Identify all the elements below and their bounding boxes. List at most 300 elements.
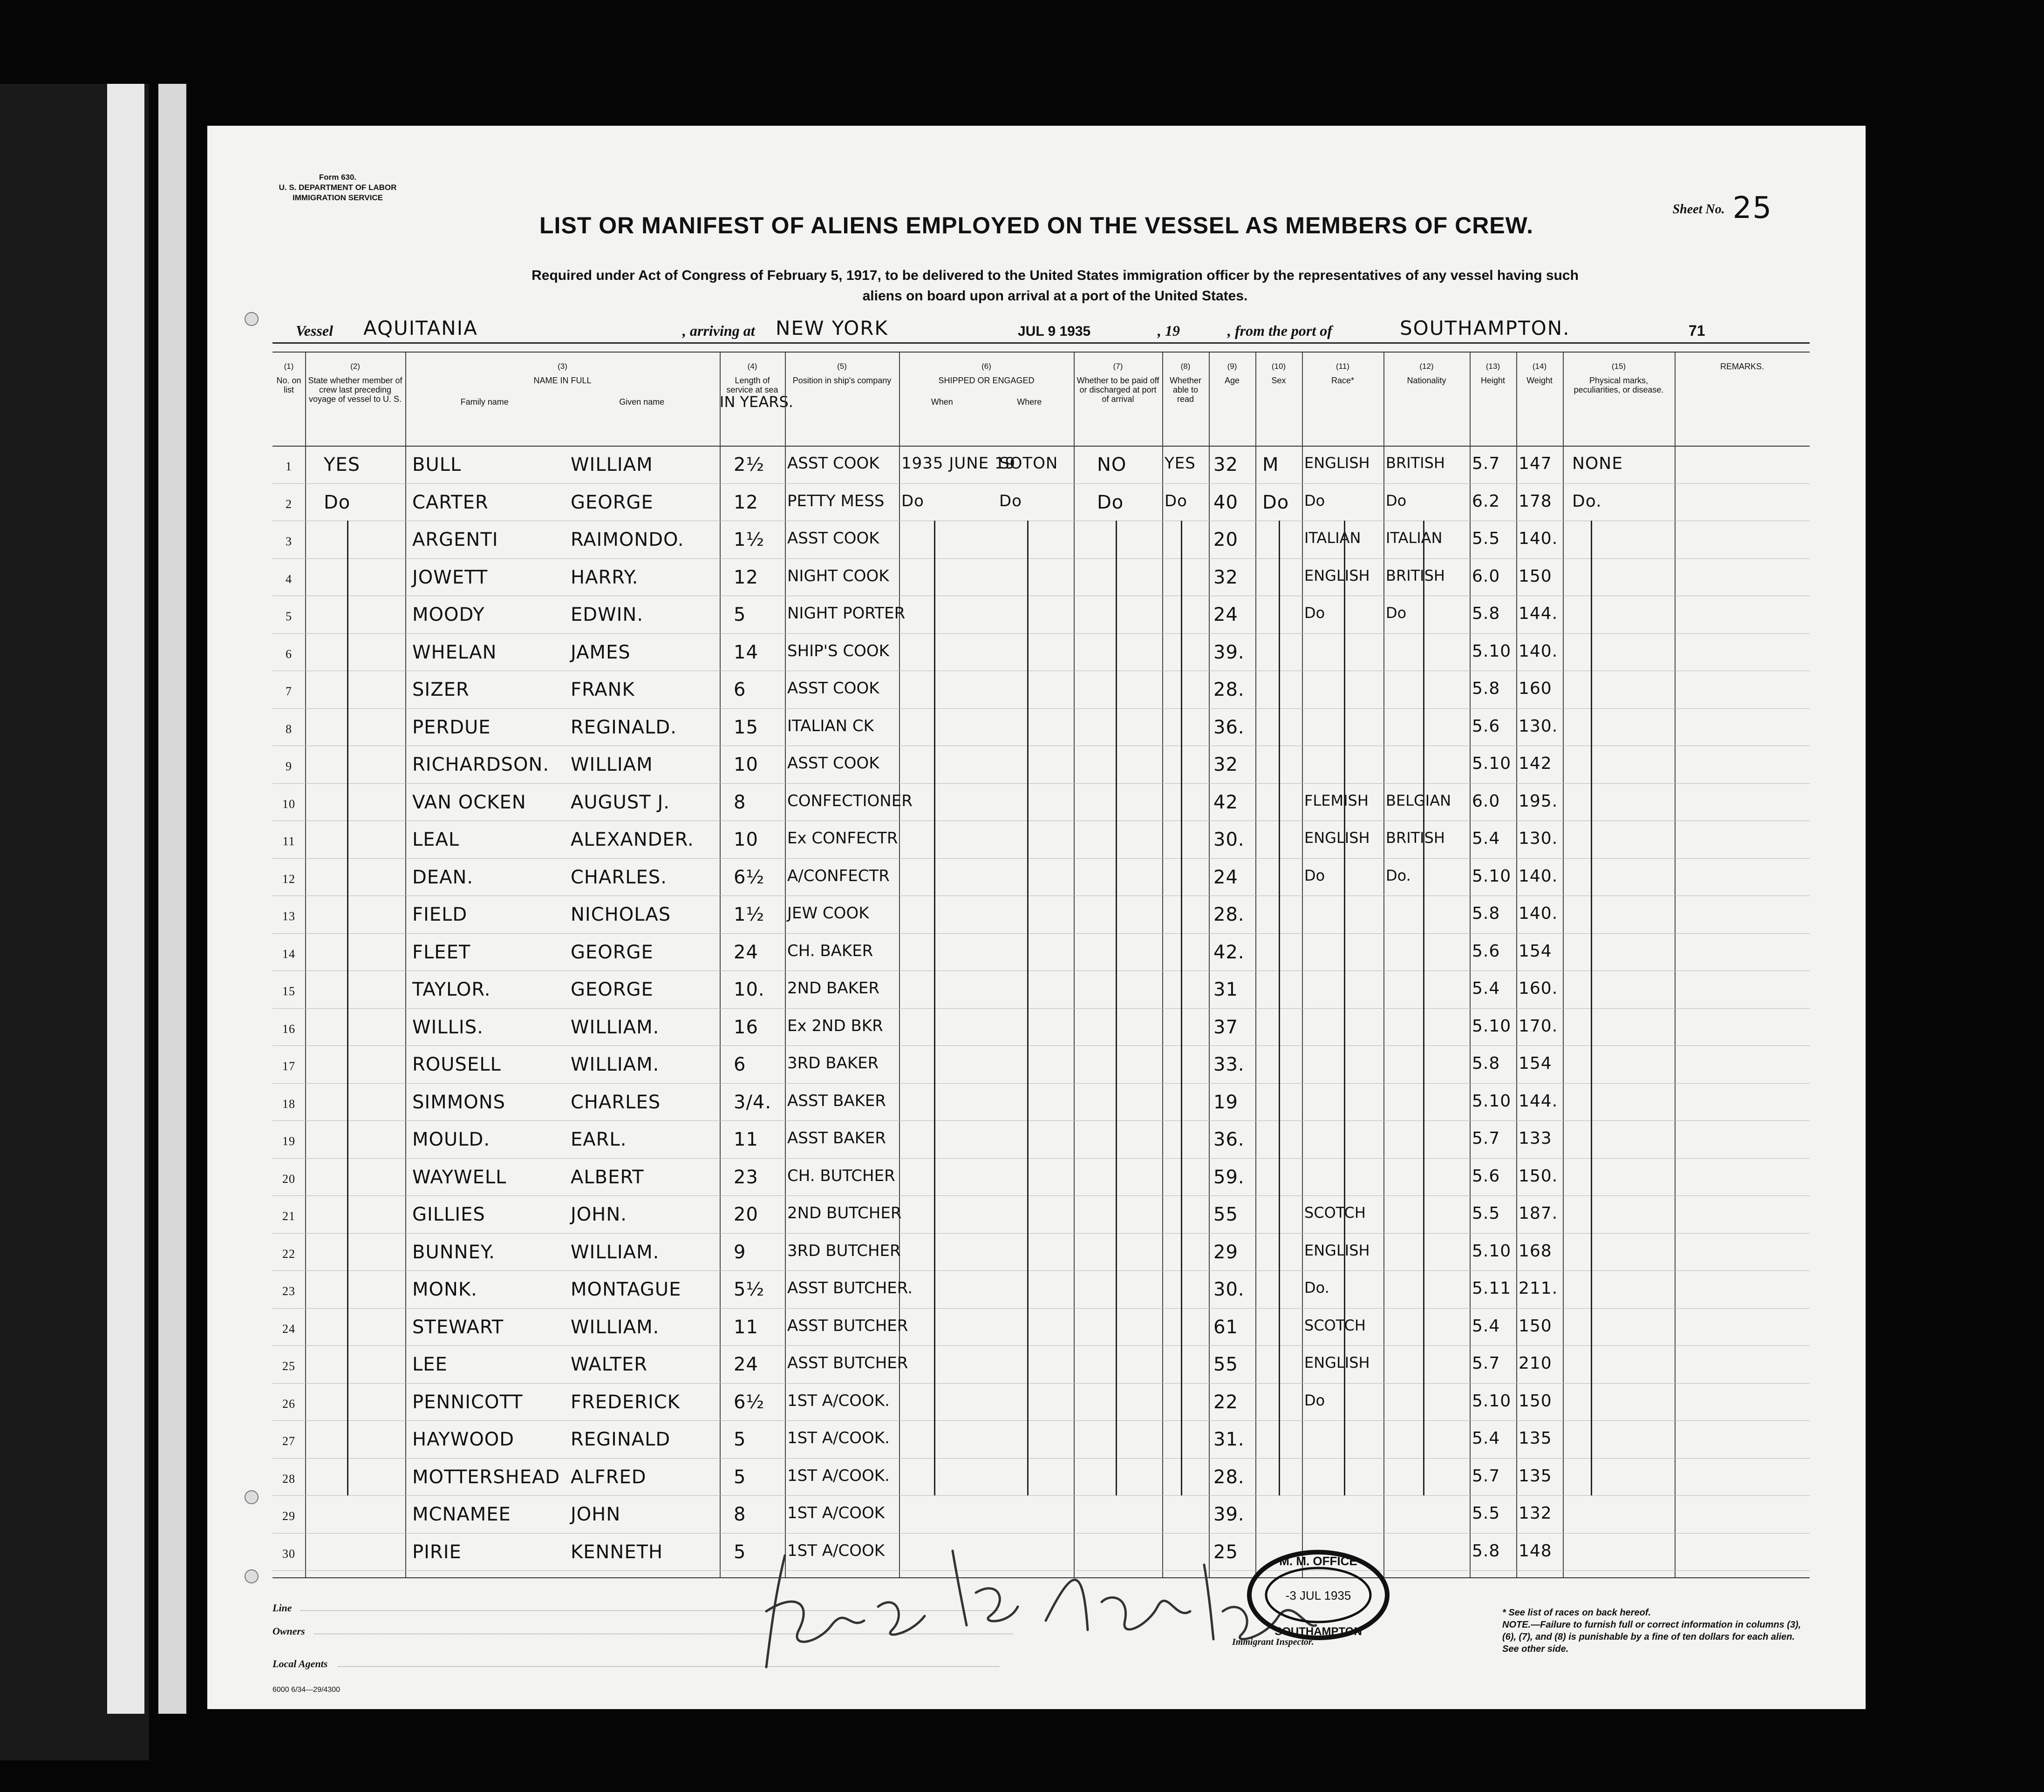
cell-sex (1262, 904, 1300, 932)
cell-shipped-when (901, 867, 985, 895)
cell-family-name: PENNICOTT (412, 1391, 523, 1413)
table-row (273, 933, 1810, 971)
cell-shipped-where: Do (999, 491, 1022, 510)
cell-paid-off (1097, 1504, 1158, 1532)
cell-sex (1262, 1167, 1300, 1195)
cell-family-name: HAYWOOD (412, 1429, 515, 1450)
cell-paid-off (1097, 979, 1158, 1007)
column-number: (10) (1271, 362, 1286, 371)
inspector-label: Immigrant Inspector. (1232, 1637, 1314, 1647)
cell-shipped-when (901, 1317, 985, 1344)
cell-nationality (1386, 679, 1470, 707)
row-number: 29 (282, 1509, 295, 1523)
cell-sex (1262, 1017, 1300, 1045)
cell-nationality (1386, 717, 1470, 745)
cell-physical-marks (1572, 529, 1670, 557)
punch-hole (245, 1490, 259, 1504)
cell-physical-marks (1572, 1541, 1670, 1569)
sheet-label: Sheet No. (1672, 202, 1725, 217)
cell-shipped-where (999, 567, 1074, 595)
cell-family-name: STEWART (412, 1316, 504, 1338)
cell-weight: 144. (1519, 604, 1558, 623)
cell-age: 42. (1213, 941, 1245, 963)
cell-nationality (1386, 1504, 1470, 1532)
stamp-bottom-text: SOUTHAMPTON (1274, 1625, 1362, 1638)
table-row (273, 783, 1810, 821)
cell-family-name: RICHARDSON. (412, 754, 550, 775)
cell-shipped-where (999, 1242, 1074, 1269)
cell-previous-voyage (324, 867, 403, 895)
cell-physical-marks (1572, 1354, 1670, 1382)
cell-weight: 147 (1519, 454, 1552, 473)
cell-shipped-when (901, 717, 985, 745)
cell-able-to-read: YES (1165, 454, 1196, 473)
cell-physical-marks (1572, 1279, 1670, 1307)
cell-physical-marks (1572, 604, 1670, 632)
cell-height: 6.0 (1472, 791, 1500, 811)
cell-shipped-where (999, 829, 1074, 857)
cell-previous-voyage (324, 979, 403, 1007)
column-label: Length of service at sea (726, 376, 778, 394)
cell-nationality (1386, 1392, 1470, 1419)
ditto-line (1344, 521, 1345, 1495)
cell-age: 22 (1213, 1391, 1238, 1413)
cell-able-to-read (1165, 1092, 1209, 1120)
cell-height: 5.10 (1472, 1091, 1512, 1111)
cell-weight: 130. (1519, 716, 1558, 736)
line-label: Line (273, 1602, 292, 1614)
cell-paid-off (1097, 1354, 1158, 1382)
cell-weight: 132 (1519, 1504, 1552, 1523)
cell-shipped-when (901, 1504, 985, 1532)
cell-nationality (1386, 904, 1470, 932)
column-number: (8) (1180, 362, 1191, 371)
cell-able-to-read (1165, 1429, 1209, 1457)
cell-height: 5.4 (1472, 979, 1500, 998)
cell-given-name: ALFRED (571, 1466, 647, 1488)
cell-height: 5.10 (1472, 1241, 1512, 1261)
cell-family-name: TAYLOR. (412, 979, 491, 1000)
column-label: Race* (1331, 376, 1355, 385)
cell-physical-marks (1572, 1054, 1670, 1082)
cell-physical-marks (1572, 1429, 1670, 1457)
cell-paid-off (1097, 904, 1158, 932)
cell-able-to-read (1165, 1054, 1209, 1082)
cell-age: 32 (1213, 566, 1238, 588)
row-number: 14 (282, 947, 295, 961)
cell-age: 55 (1213, 1204, 1238, 1225)
ditto-line (934, 521, 935, 1495)
cell-height: 5.10 (1472, 1016, 1512, 1036)
cell-service-years: 3/4. (734, 1091, 772, 1113)
cell-nationality: Do (1386, 491, 1407, 509)
row-number: 7 (286, 685, 292, 698)
cell-shipped-where (999, 1129, 1074, 1157)
cell-able-to-read (1165, 792, 1209, 820)
cell-shipped-when (901, 1129, 985, 1157)
cell-able-to-read (1165, 1017, 1209, 1045)
cell-service-years: 6 (734, 679, 746, 700)
cell-shipped-where (999, 1092, 1074, 1120)
crew-table (273, 352, 1810, 1578)
column-header-c2 (305, 353, 405, 404)
cell-physical-marks (1572, 642, 1670, 670)
cell-service-years: 6½ (734, 866, 765, 888)
cell-given-name: EDWIN. (571, 604, 644, 625)
cell-position: Ex CONFECTR (787, 829, 898, 848)
cell-given-name: WALTER (571, 1354, 648, 1375)
row-number: 23 (282, 1284, 295, 1298)
cell-sex (1262, 529, 1300, 557)
cell-given-name: WILLIAM (571, 754, 653, 775)
cell-nationality (1386, 1054, 1470, 1082)
row-number: 1 (286, 460, 292, 473)
cell-nationality (1386, 1354, 1470, 1382)
cell-position: ASST COOK (787, 754, 879, 773)
column-header-c9 (1209, 353, 1255, 385)
page-subtitle (356, 265, 1754, 306)
footer-note-races: * See list of races on back hereof. (1502, 1608, 1651, 1618)
cell-sex (1262, 1429, 1300, 1457)
cell-sex (1262, 1466, 1300, 1494)
cell-race: SCOTCH (1304, 1204, 1366, 1222)
cell-position: ASST BUTCHER (787, 1354, 908, 1372)
cell-age: 40 (1213, 491, 1238, 513)
cell-position: A/CONFECTR (787, 866, 890, 885)
department: U. S. DEPARTMENT OF LABOR (279, 183, 397, 192)
cell-nationality (1386, 642, 1470, 670)
mm-office-stamp (1246, 1548, 1390, 1642)
cell-age: 59. (1213, 1166, 1245, 1188)
cell-service-years: 8 (734, 1504, 746, 1525)
cell-paid-off (1097, 604, 1158, 632)
cell-shipped-when: Do (901, 491, 924, 510)
column-header-c6 (899, 353, 1074, 407)
cell-previous-voyage (324, 792, 403, 820)
column-number: (11) (1336, 362, 1349, 371)
cell-service-years: 12 (734, 566, 758, 588)
cell-shipped-when (901, 1167, 985, 1195)
cell-given-name: GEORGE (571, 491, 654, 513)
cell-family-name: DEAN. (412, 866, 474, 888)
cell-service-years: 14 (734, 641, 758, 663)
cell-shipped-when (901, 942, 985, 970)
stamp-date: -3 JUL 1935 (1285, 1588, 1351, 1602)
cell-physical-marks: NONE (1572, 454, 1623, 473)
column-label: REMARKS. (1720, 362, 1765, 371)
cell-able-to-read (1165, 867, 1209, 895)
cell-service-years: 2½ (734, 454, 765, 475)
cell-family-name: LEE (412, 1354, 448, 1375)
cell-given-name: WILLIAM. (571, 1241, 660, 1263)
page-edge-strip (107, 84, 144, 1714)
cell-service-years: 5 (734, 1541, 746, 1563)
cell-sex (1262, 1354, 1300, 1382)
cell-service-years: 15 (734, 716, 758, 738)
cell-able-to-read (1165, 717, 1209, 745)
cell-sex: M (1262, 454, 1279, 475)
page-title: LIST OR MANIFEST OF ALIENS EMPLOYED ON THE VESSEL AS MEMBERS OF CREW. (539, 212, 1533, 238)
cell-given-name: JOHN. (571, 1204, 627, 1225)
column-number: (3) (558, 362, 567, 371)
cell-able-to-read (1165, 829, 1209, 857)
row-number: 27 (282, 1434, 295, 1448)
cell-race: ENGLISH (1304, 829, 1370, 847)
column-subheader: Where (1017, 397, 1042, 407)
cell-height: 5.7 (1472, 1354, 1500, 1373)
column-number: (12) (1419, 362, 1434, 371)
cell-given-name: HARRY. (571, 566, 639, 588)
cell-position: 2ND BUTCHER (787, 1204, 902, 1222)
cell-nationality: Do. (1386, 866, 1411, 884)
cell-physical-marks (1572, 979, 1670, 1007)
cell-able-to-read (1165, 904, 1209, 932)
cell-able-to-read (1165, 604, 1209, 632)
cell-height: 5.6 (1472, 941, 1500, 961)
table-row (273, 1195, 1810, 1234)
cell-sex (1262, 1129, 1300, 1157)
cell-family-name: GILLIES (412, 1204, 485, 1225)
cell-weight: 168 (1519, 1241, 1552, 1261)
service: IMMIGRATION SERVICE (293, 193, 383, 202)
cell-height: 5.8 (1472, 1541, 1500, 1561)
cell-service-years: 16 (734, 1016, 758, 1038)
cell-sex (1262, 1092, 1300, 1120)
cell-family-name: MCNAMEE (412, 1504, 511, 1525)
cell-family-name: PERDUE (412, 716, 491, 738)
cell-paid-off (1097, 1017, 1158, 1045)
cell-nationality (1386, 1129, 1470, 1157)
cell-shipped-where (999, 1466, 1074, 1494)
cell-family-name: ARGENTI (412, 529, 498, 550)
row-number: 5 (286, 610, 292, 623)
cell-shipped-where (999, 979, 1074, 1007)
column-header-c1 (273, 353, 305, 394)
cell-able-to-read (1165, 1466, 1209, 1494)
cell-given-name: MONTAGUE (571, 1279, 681, 1300)
table-row (273, 821, 1810, 859)
ditto-line (1423, 521, 1424, 1495)
cell-shipped-where (999, 1054, 1074, 1082)
cell-height: 5.10 (1472, 1391, 1512, 1411)
cell-shipped-where (999, 529, 1074, 557)
cell-previous-voyage (324, 717, 403, 745)
cell-paid-off (1097, 529, 1158, 557)
cell-family-name: FIELD (412, 904, 468, 925)
row-number: 16 (282, 1022, 295, 1036)
cell-shipped-where (999, 604, 1074, 632)
cell-shipped-when (901, 1092, 985, 1120)
cell-race: Do (1304, 491, 1325, 509)
cell-given-name: GEORGE (571, 941, 654, 963)
cell-physical-marks (1572, 1317, 1670, 1344)
cell-nationality: BRITISH (1386, 566, 1445, 584)
stamp-top-text: M. M. OFFICE (1279, 1554, 1357, 1568)
cell-weight: 210 (1519, 1354, 1552, 1373)
column-label: Sex (1271, 376, 1286, 385)
cell-physical-marks (1572, 867, 1670, 895)
cell-nationality: ITALIAN (1386, 529, 1443, 547)
cell-shipped-where: SOTON (999, 454, 1058, 473)
cell-paid-off (1097, 679, 1158, 707)
cell-physical-marks (1572, 1204, 1670, 1232)
table-row (273, 521, 1810, 559)
cell-given-name: FREDERICK (571, 1391, 680, 1413)
table-row (273, 1383, 1810, 1421)
cell-weight: 150 (1519, 1316, 1552, 1336)
cell-previous-voyage (324, 642, 403, 670)
column-subheader: When (931, 397, 953, 407)
table-row (273, 896, 1810, 934)
column-label: Height (1480, 376, 1506, 385)
cell-given-name: EARL. (571, 1129, 627, 1150)
table-row (273, 971, 1810, 1009)
cell-nationality (1386, 1017, 1470, 1045)
cell-able-to-read (1165, 642, 1209, 670)
table-row (273, 1008, 1810, 1046)
cell-able-to-read (1165, 1167, 1209, 1195)
cell-physical-marks (1572, 717, 1670, 745)
row-number: 25 (282, 1359, 295, 1373)
cell-previous-voyage (324, 1129, 403, 1157)
cell-physical-marks (1572, 754, 1670, 782)
cell-position: ASST BUTCHER. (787, 1279, 913, 1297)
cell-height: 5.8 (1472, 679, 1500, 698)
departure-port: SOUTHAMPTON. (1400, 317, 1570, 339)
column-label: No. on list (276, 376, 301, 394)
cell-age: 33. (1213, 1054, 1245, 1075)
sheet-number: 25 (1732, 191, 1772, 225)
column-handwritten-note: IN YEARS. (720, 393, 793, 411)
cell-previous-voyage (324, 1242, 403, 1269)
cell-physical-marks (1572, 1466, 1670, 1494)
vessel-line (273, 310, 1810, 344)
cell-weight: 142 (1519, 754, 1552, 773)
cell-family-name: LEAL (412, 829, 460, 850)
cell-race: Do (1304, 604, 1325, 622)
cell-nationality (1386, 1167, 1470, 1195)
table-row (273, 1270, 1810, 1309)
column-label: Weight (1526, 376, 1553, 385)
ditto-line (1181, 521, 1182, 1495)
cell-shipped-when (901, 1204, 985, 1232)
cell-position: ASST BAKER (787, 1129, 886, 1147)
cell-height: 5.5 (1472, 1204, 1500, 1223)
cell-able-to-read (1165, 567, 1209, 595)
column-header-c11 (1302, 353, 1383, 385)
cell-previous-voyage (324, 1017, 403, 1045)
cell-weight: 154 (1519, 1054, 1552, 1073)
cell-shipped-where (999, 904, 1074, 932)
table-row (273, 558, 1810, 597)
cell-paid-off: Do (1097, 491, 1124, 513)
cell-sex (1262, 942, 1300, 970)
cell-age: 31. (1213, 1429, 1245, 1450)
cell-shipped-where (999, 942, 1074, 970)
cell-able-to-read (1165, 1204, 1209, 1232)
cell-able-to-read (1165, 1504, 1209, 1532)
cell-age: 30. (1213, 829, 1245, 850)
cell-given-name: ALEXANDER. (571, 829, 694, 850)
cell-physical-marks: Do. (1572, 491, 1602, 511)
cell-position: ASST COOK (787, 679, 879, 698)
cell-given-name: FRANK (571, 679, 635, 700)
column-subheader: Given name (619, 397, 665, 407)
cell-age: 25 (1213, 1541, 1238, 1563)
cell-weight: 150 (1519, 566, 1552, 586)
cell-physical-marks (1572, 1017, 1670, 1045)
cell-previous-voyage (324, 1354, 403, 1382)
cell-previous-voyage (324, 1466, 403, 1494)
cell-able-to-read (1165, 754, 1209, 782)
column-label: Whether able to read (1169, 376, 1202, 404)
cell-weight: 144. (1519, 1091, 1558, 1111)
column-number: (9) (1227, 362, 1237, 371)
cell-service-years: 11 (734, 1129, 758, 1150)
column-header-c10 (1255, 353, 1302, 385)
cell-given-name: JAMES (571, 641, 631, 663)
cell-sex (1262, 642, 1300, 670)
cell-given-name: WILLIAM. (571, 1316, 660, 1338)
cell-position: ASST COOK (787, 454, 879, 473)
cell-previous-voyage (324, 942, 403, 970)
cell-previous-voyage (324, 1541, 403, 1569)
cell-shipped-when (901, 904, 985, 932)
cell-shipped-when (901, 829, 985, 857)
cell-given-name: RAIMONDO. (571, 529, 684, 550)
cell-service-years: 1½ (734, 904, 765, 925)
cell-previous-voyage (324, 679, 403, 707)
column-header-c5 (785, 353, 899, 385)
cell-weight: 135 (1519, 1466, 1552, 1486)
cell-paid-off (1097, 642, 1158, 670)
cell-sex (1262, 1204, 1300, 1232)
agents-label: Local Agents (273, 1658, 328, 1670)
cell-age: 24 (1213, 866, 1238, 888)
cell-shipped-where (999, 1317, 1074, 1344)
cell-family-name: CARTER (412, 491, 489, 513)
cell-position: SHIP'S COOK (787, 641, 889, 660)
cell-shipped-when (901, 979, 985, 1007)
table-row (273, 483, 1810, 522)
row-number: 24 (282, 1322, 295, 1336)
cell-sex: Do (1262, 491, 1289, 513)
punch-hole (245, 1569, 259, 1583)
cell-weight: 150. (1519, 1166, 1558, 1186)
column-subheaders (405, 397, 720, 407)
cell-paid-off (1097, 1092, 1158, 1120)
cell-physical-marks (1572, 904, 1670, 932)
cell-age: 32 (1213, 754, 1238, 775)
cell-service-years: 20 (734, 1204, 758, 1225)
cell-physical-marks (1572, 1167, 1670, 1195)
row-number: 11 (282, 835, 295, 848)
cell-previous-voyage (324, 604, 403, 632)
table-row (273, 708, 1810, 747)
cell-shipped-when (901, 1354, 985, 1382)
subtitle-line-1: Required under Act of Congress of February 5, 1917, to be delivered to the United States immigration officer by the representatives of any vessel having such (531, 268, 1579, 283)
cell-shipped-when (901, 1017, 985, 1045)
cell-height: 5.7 (1472, 1129, 1500, 1148)
cell-service-years: 6½ (734, 1391, 765, 1413)
cell-shipped-where (999, 867, 1074, 895)
cell-service-years: 10 (734, 829, 758, 850)
cell-position: ITALIAN CK (787, 716, 874, 735)
cell-previous-voyage (324, 1317, 403, 1344)
cell-age: 24 (1213, 604, 1238, 625)
cell-service-years: 9 (734, 1241, 746, 1263)
cell-physical-marks (1572, 1504, 1670, 1532)
